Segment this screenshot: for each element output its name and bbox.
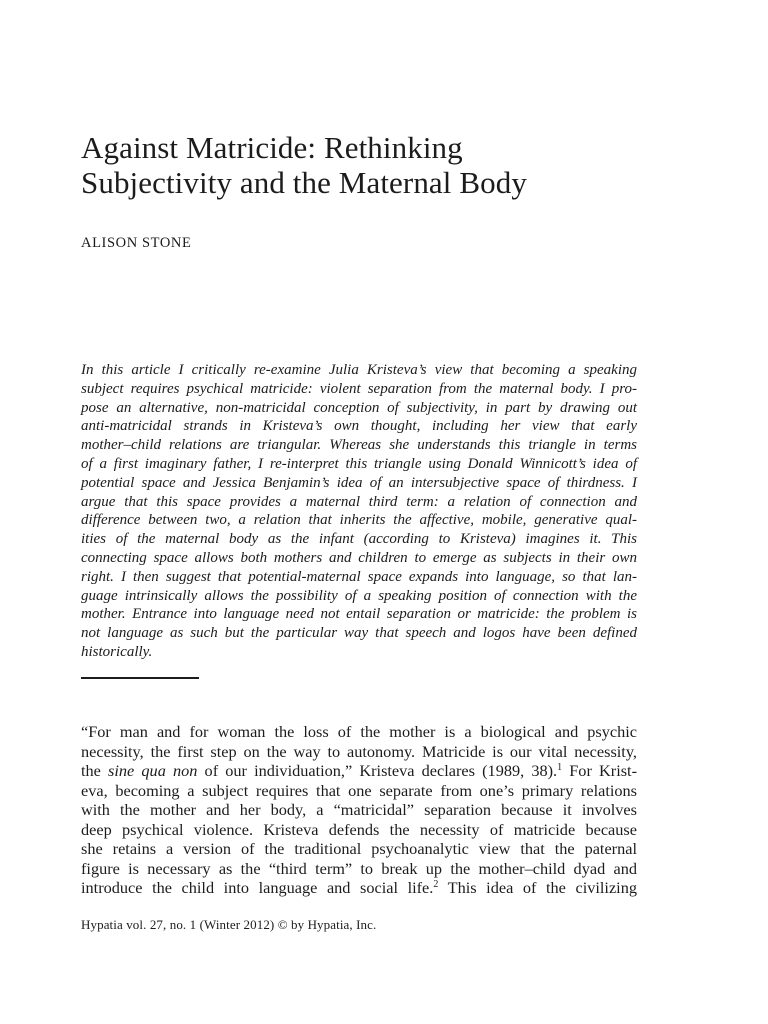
abstract-line: subject requires psychical matricide: violent separation from the maternal body. I pro- xyxy=(81,380,637,397)
abstract-line: ities of the maternal body as the infant (according to Kristeva) imagines it. This xyxy=(81,531,637,548)
body-line: necessity, the first step on the way to autonomy. Matricide is our vital necessity, xyxy=(81,741,637,761)
body-line xyxy=(81,761,637,781)
abstract-line: In this article I critically re-examine Julia Kristeva’s view that becoming a speaking xyxy=(81,362,637,378)
abstract-line: potential space and Jessica Benjamin’s idea of an intersubjective space of thirdness. I xyxy=(81,474,637,491)
body-line: deep psychical violence. Kristeva defends the necessity of matricide because xyxy=(81,819,637,839)
abstract-line: mother. Entrance into language need not entail separation or matricide: the problem is xyxy=(81,606,637,623)
body-line: she retains a version of the traditional psychoanalytic view that the paternal xyxy=(81,839,637,858)
body-text-fragment: introduce the child into language and social life. xyxy=(81,878,434,897)
body-line xyxy=(81,878,637,898)
title-line: Subjectivity and the Maternal Body xyxy=(81,165,527,200)
abstract-line: not language as such but the particular way that speech and logos have been defined xyxy=(81,625,637,642)
body-text-fragment: For Krist- xyxy=(562,761,637,780)
abstract-line: argue that this space provides a maternal third term: a relation of connection and xyxy=(81,493,637,510)
body-text-fragment: the xyxy=(81,761,109,780)
body-text-fragment: of our individuation,” Kristeva declares (1989, 38). xyxy=(197,761,558,780)
abstract-line: guage intrinsically allows the possibility of a speaking position of connection with the xyxy=(81,587,637,604)
abstract-line: right. I then suggest that potential-maternal space expands into language, so that lan- xyxy=(81,568,637,585)
body-text-fragment: This idea of the civilizing xyxy=(438,878,637,897)
abstract-line: mother–child relations are triangular. Whereas she understands this triangle in terms xyxy=(81,437,637,454)
body-line: eva, becoming a subject requires that one separate from one’s primary relations xyxy=(81,780,637,800)
footnote-marker: 2 xyxy=(433,879,439,890)
body-text xyxy=(81,722,637,898)
title-line: Against Matricide: Rethinking xyxy=(81,130,463,165)
article-title xyxy=(81,130,681,200)
author-name: ALISON STONE xyxy=(81,235,192,251)
abstract-line: difference between two, a relation that inherits the affective, mobile, generative qual- xyxy=(81,512,637,529)
abstract xyxy=(81,361,637,662)
abstract-line: anti-matricidal strands in Kristeva’s own thought, including her view that early xyxy=(81,418,637,435)
footnote-marker: 1 xyxy=(557,762,563,773)
abstract-line: connecting space allows both mothers and children to emerge as subjects in their own xyxy=(81,549,637,566)
journal-footer: Hypatia vol. 27, no. 1 (Winter 2012) © by Hypatia, Inc. xyxy=(81,917,377,932)
abstract-line: pose an alternative, non-matricidal conception of subjectivity, in part by drawing out xyxy=(81,399,637,416)
italic-phrase: sine qua non xyxy=(108,761,198,780)
section-divider xyxy=(81,677,199,679)
abstract-line: of a first imaginary father, I re-interpret this triangle using Donald Winnicott’s idea of xyxy=(81,455,637,472)
body-line: with the mother and her body, a “matricidal” separation because it involves xyxy=(81,800,637,819)
body-line: figure is necessary as the “third term” to break up the mother–child dyad and xyxy=(81,858,637,878)
body-line: “For man and for woman the loss of the mother is a biological and psychic xyxy=(81,722,637,741)
abstract-line: historically. xyxy=(81,643,153,660)
